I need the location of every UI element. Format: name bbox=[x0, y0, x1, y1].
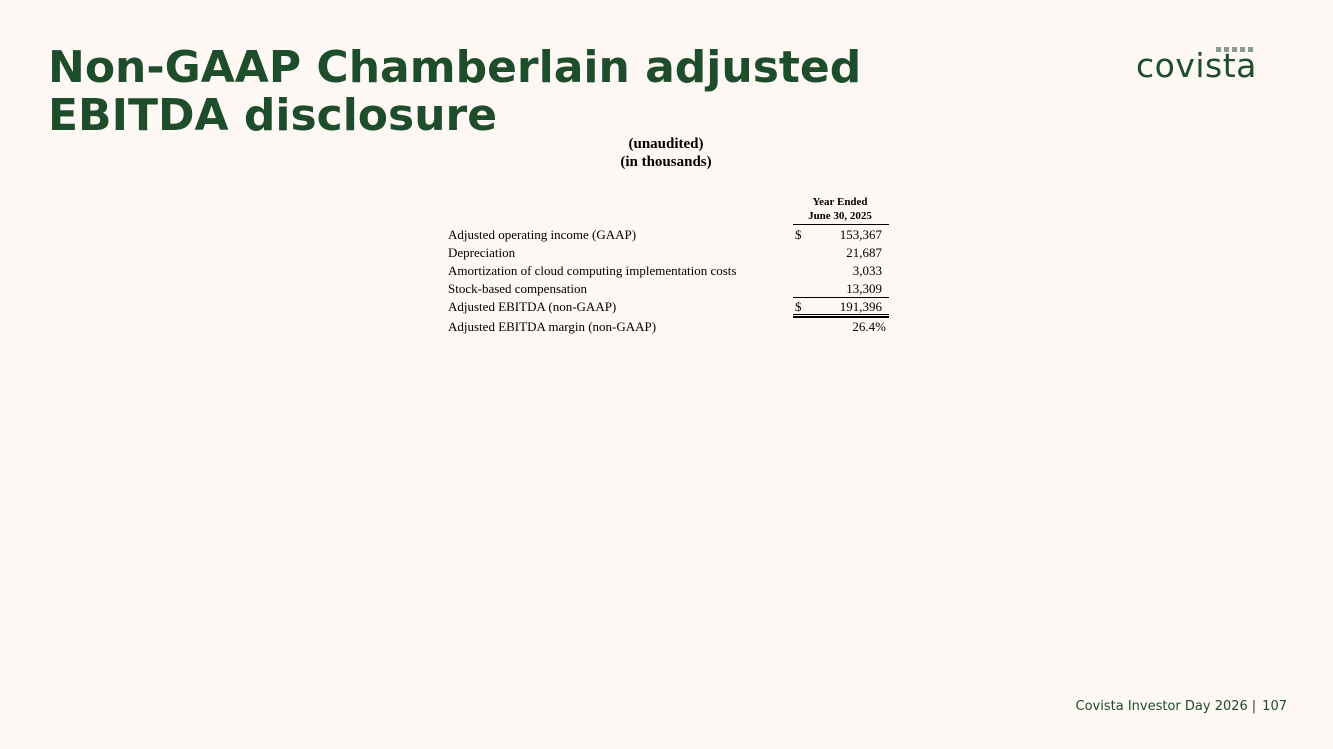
table-subtitle: (unaudited) bbox=[628, 136, 704, 152]
total-double-rule-top bbox=[793, 314, 889, 315]
footer-separator: | bbox=[1251, 699, 1257, 714]
covista-logo bbox=[1136, 44, 1290, 86]
table-row bbox=[448, 244, 890, 262]
row-value: 21,687 bbox=[846, 245, 882, 260]
row-value: 26.4% bbox=[852, 319, 886, 334]
row-value: 191,396 bbox=[839, 299, 882, 314]
slide-title-line-1: Non-GAAP Chamberlain adjusted bbox=[48, 42, 862, 93]
column-header-date: June 30, 2025 bbox=[808, 210, 872, 222]
row-label: Amortization of cloud computing implementation costs bbox=[448, 263, 737, 278]
page-number: 107 bbox=[1262, 699, 1287, 714]
column-header-underline bbox=[793, 224, 889, 225]
row-value: 3,033 bbox=[852, 263, 882, 278]
row-currency: $ bbox=[795, 227, 802, 242]
row-value: 153,367 bbox=[839, 227, 882, 242]
table-units: (in thousands) bbox=[620, 154, 712, 170]
row-currency: $ bbox=[795, 299, 802, 314]
table-row bbox=[448, 226, 890, 244]
slide-title bbox=[48, 44, 948, 140]
slide-title-line-2: EBITDA disclosure bbox=[48, 90, 498, 141]
row-label: Depreciation bbox=[448, 245, 516, 260]
logo-wordmark: covista bbox=[1136, 46, 1257, 85]
row-label: Adjusted EBITDA margin (non-GAAP) bbox=[448, 319, 657, 334]
table-row bbox=[448, 262, 890, 280]
row-label: Stock-based compensation bbox=[448, 281, 587, 296]
table-row bbox=[448, 280, 890, 298]
footer-event: Covista Investor Day 2026 bbox=[1075, 699, 1248, 714]
row-value: 13,309 bbox=[846, 281, 882, 296]
table-row bbox=[448, 318, 890, 336]
column-header-period: Year Ended bbox=[812, 196, 868, 208]
row-label: Adjusted operating income (GAAP) bbox=[448, 227, 637, 242]
slide-footer bbox=[1076, 699, 1287, 715]
row-label: Adjusted EBITDA (non-GAAP) bbox=[448, 299, 617, 314]
